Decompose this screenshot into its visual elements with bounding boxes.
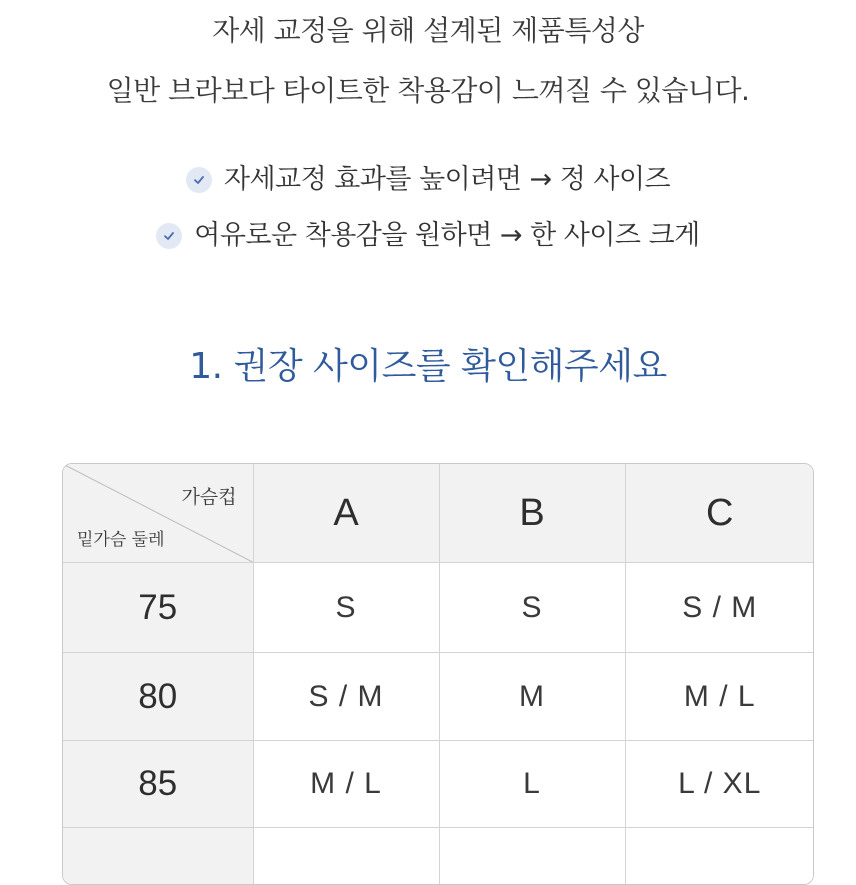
table-header-row: [63, 464, 814, 563]
size-cell: L / XL: [625, 741, 814, 828]
section-title: 1. 권장 사이즈를 확인해주세요: [0, 340, 856, 394]
band-cell: 75: [63, 563, 253, 653]
size-cell: S: [439, 563, 625, 653]
size-cell: L: [439, 741, 625, 828]
size-cell: [253, 828, 439, 885]
check-icon: [156, 223, 182, 249]
size-cell: [625, 828, 814, 885]
cup-header-c: C: [625, 464, 814, 563]
corner-header-cell: [63, 464, 253, 563]
band-cell: 85: [63, 741, 253, 828]
size-cell: S: [253, 563, 439, 653]
size-cell: M / L: [625, 653, 814, 741]
intro-line-1: 자세 교정을 위해 설계된 제품특성상: [0, 14, 856, 48]
size-cell: S / M: [625, 563, 814, 653]
cup-axis-label: 가슴컵: [181, 482, 236, 509]
table-row: [63, 741, 814, 828]
size-cell: S / M: [253, 653, 439, 741]
tips-list: [0, 160, 856, 256]
tip-item: [0, 216, 856, 256]
table-row: [63, 653, 814, 741]
intro-text: [0, 14, 856, 108]
size-cell: M / L: [253, 741, 439, 828]
cup-header-a: A: [253, 464, 439, 563]
cup-header-b: B: [439, 464, 625, 563]
tip-text: 자세교정 효과를 높이려면 → 정 사이즈: [224, 163, 670, 197]
intro-line-2: 일반 브라보다 타이트한 착용감이 느껴질 수 있습니다.: [0, 74, 856, 108]
size-table: [62, 463, 814, 885]
band-cell: 80: [63, 653, 253, 741]
band-axis-label: 밑가슴 둘레: [77, 525, 165, 550]
size-cell: M: [439, 653, 625, 741]
tip-text: 여유로운 착용감을 원하면 → 한 사이즈 크게: [194, 219, 700, 253]
table-row: [63, 828, 814, 885]
table-row: [63, 563, 814, 653]
tip-item: [0, 160, 856, 200]
size-cell: [439, 828, 625, 885]
band-cell: [63, 828, 253, 885]
check-icon: [186, 167, 212, 193]
